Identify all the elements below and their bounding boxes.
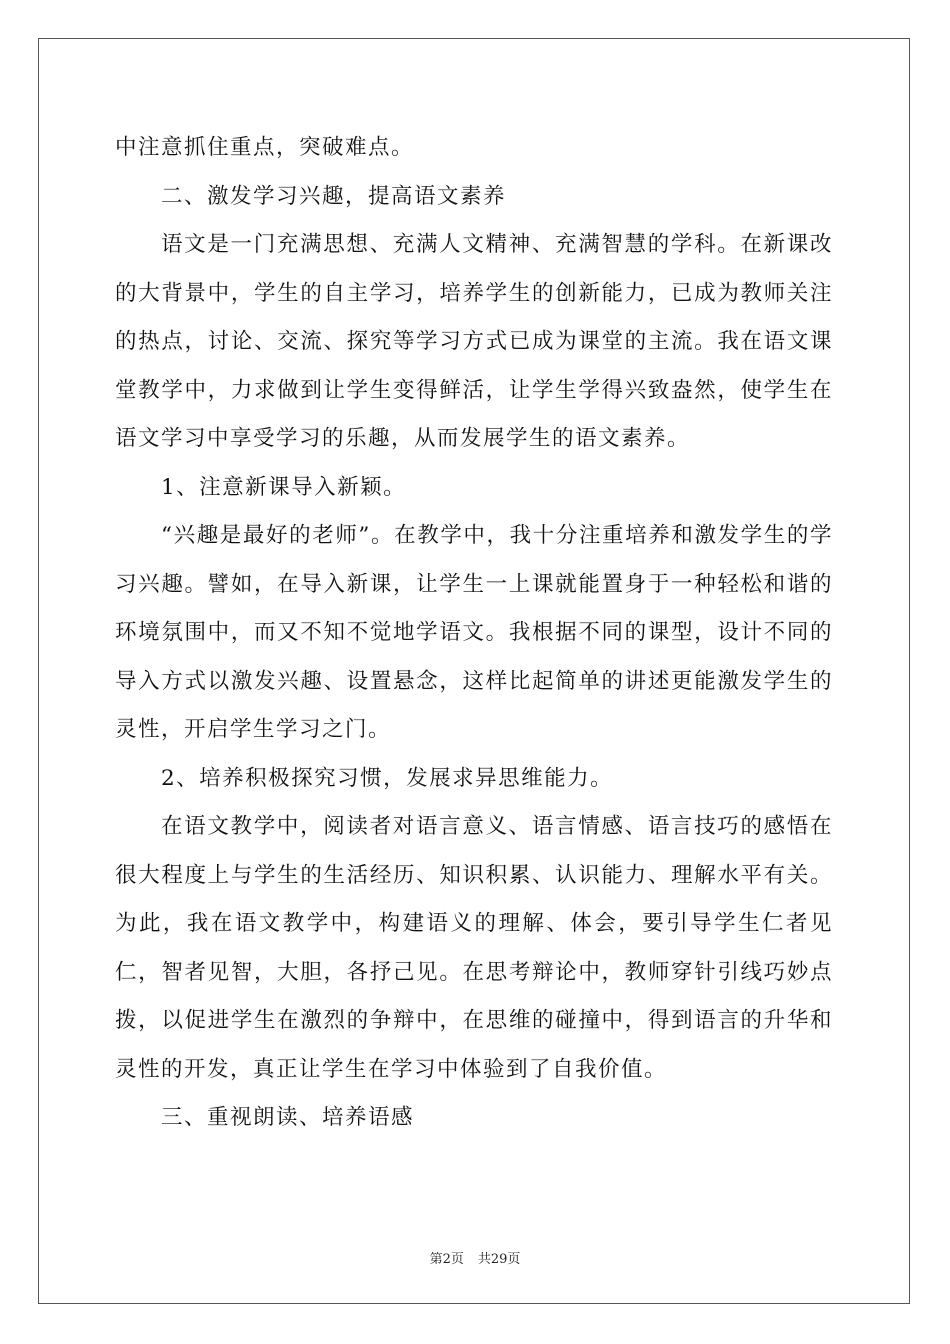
page-total: 共29页 bbox=[477, 1252, 521, 1267]
document-body bbox=[115, 124, 833, 1143]
paragraph-7: 在语文教学中，阅读者对语言意义、语言情感、语言技巧的感悟在很大程度上与学生的生活经历、知识积累、认识能力、理解水平有关。为此，我在语文教学中，构建语义的理解、体会，要引导学生仁者见仁，智者见智，大胆，各抒己见。在思考辩论中，教师穿针引线巧妙点拨，以促进学生在激烈的争辩中，在思维的碰撞中，得到语言的升华和灵性的开发，真正让学生在学习中体验到了自我价值。 bbox=[115, 814, 833, 1082]
subheading-6: 2、培养积极探究习惯，发展求异思维能力。 bbox=[161, 765, 614, 791]
page-footer bbox=[0, 1248, 950, 1267]
section-heading-8: 三、重视朗读、培养语感 bbox=[161, 1105, 415, 1130]
page-number: 第2页 bbox=[429, 1252, 464, 1267]
paragraph-5: “兴趣是最好的老师”。在教学中，我十分注重培养和激发学生的学习兴趣。譬如，在导入新课，让学生一上课就能置身于一种轻松和谐的环境氛围中，而又不知不觉地学语文。我根据不同的课型，设计不同的导入方式以激发兴趣、设置悬念，这样比起简单的讲述更能激发学生的灵性，开启学生学习之门。 bbox=[115, 523, 833, 742]
paragraph-1: 中注意抓住重点，突破难点。 bbox=[115, 135, 415, 160]
subheading-4: 1、注意新课导入新颖。 bbox=[161, 474, 407, 500]
paragraph-3: 语文是一门充满思想、充满人文精神、充满智慧的学科。在新课改的大背景中，学生的自主学习，培养学生的创新能力，已成为教师关注的热点，讨论、交流、探究等学习方式已成为课堂的主流。我在语文课堂教学中，力求做到让学生变得鲜活，让学生学得兴致盎然，使学生在语文学习中享受学习的乐趣，从而发展学生的语文素养。 bbox=[115, 232, 833, 451]
section-heading-2: 二、激发学习兴趣，提高语文素养 bbox=[161, 183, 507, 209]
